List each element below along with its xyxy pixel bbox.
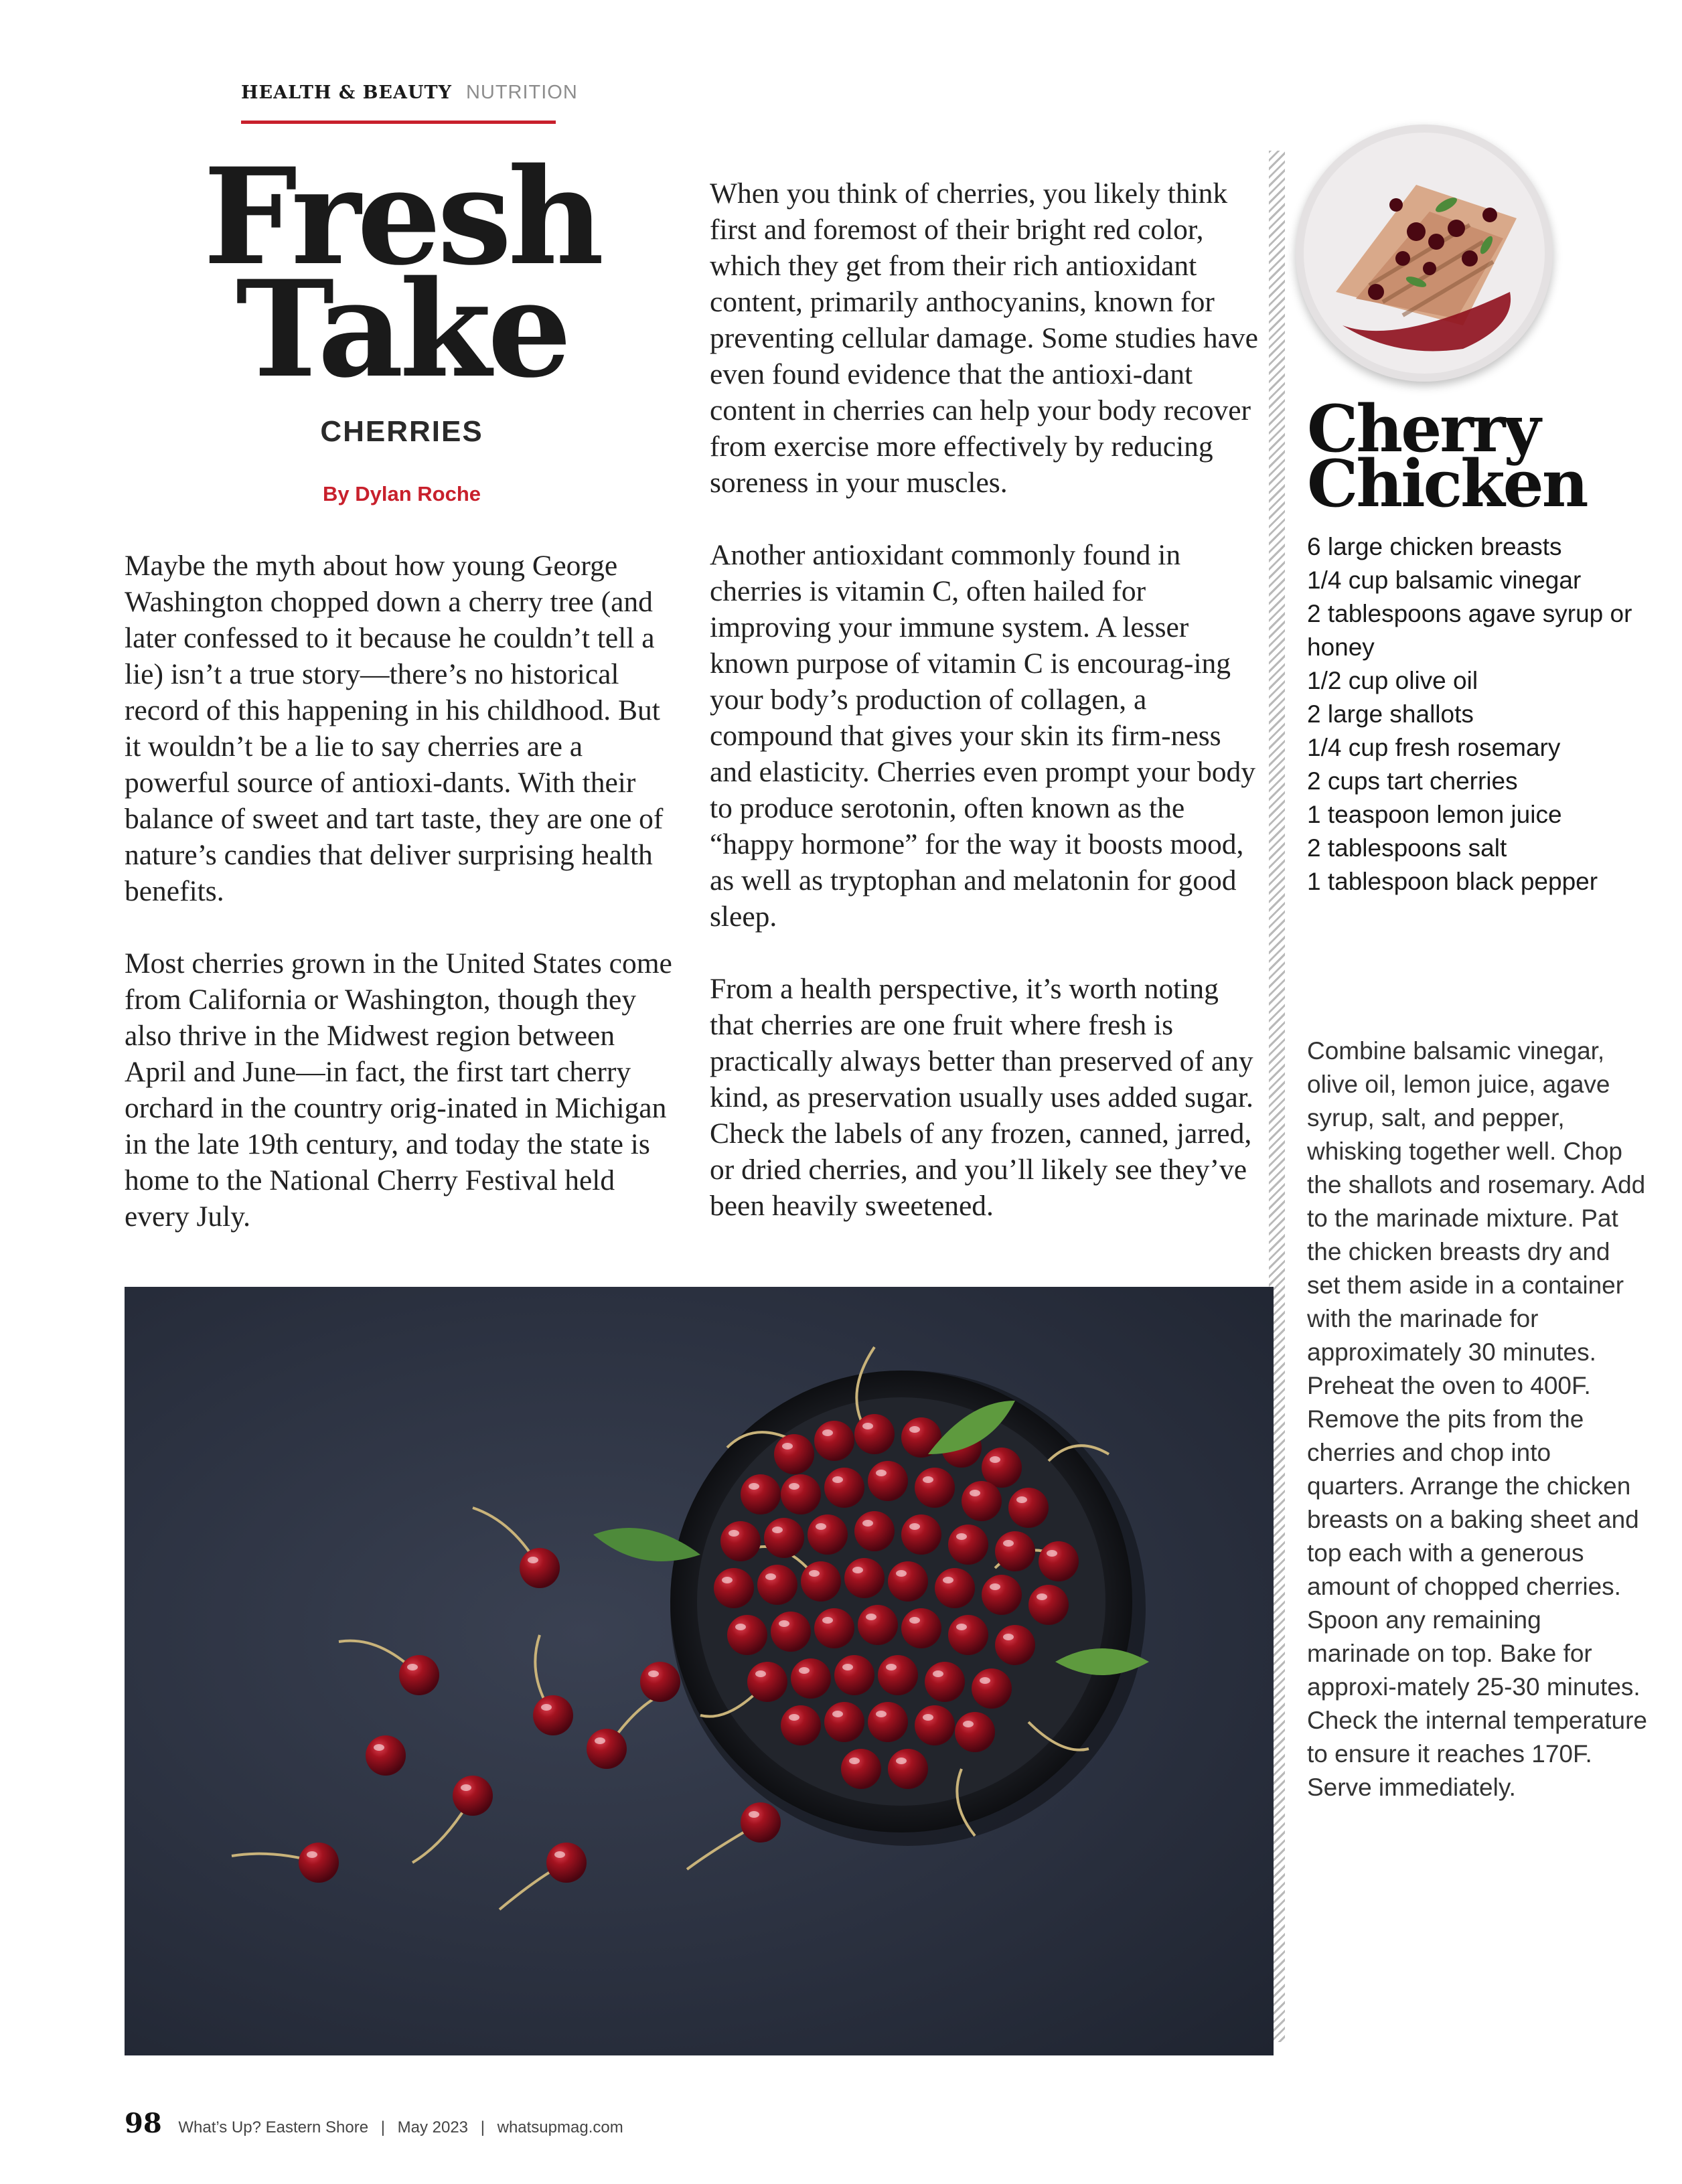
page-number: 98 xyxy=(125,2108,162,2139)
ingredient-item: 2 tablespoons agave syrup or honey xyxy=(1307,600,1632,661)
kicker-rule xyxy=(241,121,556,124)
article-title xyxy=(167,139,636,407)
recipe-title-line-2: Chicken xyxy=(1307,446,1587,522)
footer-separator: | xyxy=(380,2118,385,2136)
article-paragraph: Another antioxidant commonly found in cherries is vitamin C, often hailed for improving your immune system. A lesser known purpose of vitamin C is encourag-ing your body’s production of collagen, a compound that gives your skin its firm-ness and elasticity. Cherries even prompt your body to produce serotonin, often known as the “happy hormone” for the way it boosts mood, as well as tryptophan and melatonin for good sleep. xyxy=(710,539,1256,933)
ingredient-item: 1 tablespoon black pepper xyxy=(1307,868,1598,895)
ingredient-item: 2 tablespoons salt xyxy=(1307,834,1507,862)
ingredient-list xyxy=(1307,530,1669,899)
ingredient-item: 1/2 cup olive oil xyxy=(1307,667,1478,694)
article-paragraph: When you think of cherries, you likely think first and foremost of their bright red color, which they get from their rich antioxidant content, primarily anthocyanins, known for preventing cellular damage. Some studies have even found evidence that the antioxi-dant content in cherries can help your body recover from exercise more effectively by reducing soreness in your muscles. xyxy=(710,177,1258,499)
ingredient-item: 1/4 cup fresh rosemary xyxy=(1307,734,1561,761)
recipe-title xyxy=(1307,391,1669,522)
article-column-1 xyxy=(125,548,674,1271)
subsection-label: NUTRITION xyxy=(465,82,578,103)
article-column-2 xyxy=(710,175,1259,1260)
title-line-1: Fresh xyxy=(203,139,601,295)
footer-separator: | xyxy=(480,2118,485,2136)
dish-illustration xyxy=(1296,125,1553,382)
byline: By Dylan Roche xyxy=(322,482,481,505)
article-paragraph: From a health perspective, it’s worth noting that cherries are one fruit where fresh is practically always better than preserved of any kind, as preservation usually uses added sugar. Check the labels of any frozen, canned, jarred, or dried cherries, and you’ll likely see they’ve been heavily sweetened. xyxy=(710,973,1253,1222)
recipe-directions: Combine balsamic vinegar, olive oil, lemon juice, agave syrup, salt, and pepper, whisking together well. Chop the shallots and rosemary. Add to the marinade mixture. Pat the chicken breasts dry and set them aside in a container with the marinade for approximately 30 minutes. Preheat the oven to 400F. Remove the pits from the cherries and chop into quarters. Arrange the chicken breasts on a baking sheet and top each with a generous amount of chopped cherries. Spoon any remaining marinade on top. Bake for approxi-mately 25-30 minutes. Check the internal temperature to ensure it reaches 170F. Serve immediately. xyxy=(1307,1037,1647,1801)
ingredient-item: 1/4 cup balsamic vinegar xyxy=(1307,566,1582,594)
title-line-2: Take xyxy=(236,251,568,407)
article-paragraph: Maybe the myth about how young George Washington chopped down a cherry tree (and later confessed to it because he couldn’t tell a lie) isn’t a true story—there’s no historical record of this happening in his childhood. But it wouldn’t be a lie to say cherries are a powerful source of antioxi-dants. With their balance of sweet and tart taste, they are one of nature’s candies that deliver surprising health benefits. xyxy=(125,550,664,907)
ingredient-item: 2 large shallots xyxy=(1307,700,1474,728)
cherry-chicken-photo xyxy=(1296,125,1553,382)
cherries-illustration xyxy=(125,1287,1274,2055)
cherries-photo xyxy=(125,1287,1274,2055)
page-footer xyxy=(125,2108,623,2139)
website-link[interactable]: whatsupmag.com xyxy=(497,2118,623,2136)
publication-name: What’s Up? Eastern Shore xyxy=(178,2118,369,2136)
article-paragraph: Most cherries grown in the United States come from California or Washington, though they also thrive in the Midwest region between April and June—in fact, the first tart cherry orchard in the country orig-inated in Michigan in the late 19th century, and today the state is home to the National Cherry Festival held every July. xyxy=(125,947,672,1233)
ingredient-item: 2 cups tart cherries xyxy=(1307,767,1518,795)
ingredient-item: 6 large chicken breasts xyxy=(1307,533,1562,560)
issue-date: May 2023 xyxy=(397,2118,469,2136)
section-kicker xyxy=(241,82,578,104)
ingredient-item: 1 teaspoon lemon juice xyxy=(1307,801,1562,828)
section-label: HEALTH & BEAUTY xyxy=(241,82,452,103)
article-subtitle: CHERRIES xyxy=(320,415,483,448)
recipe-title-line-1: Cherry xyxy=(1307,391,1539,467)
